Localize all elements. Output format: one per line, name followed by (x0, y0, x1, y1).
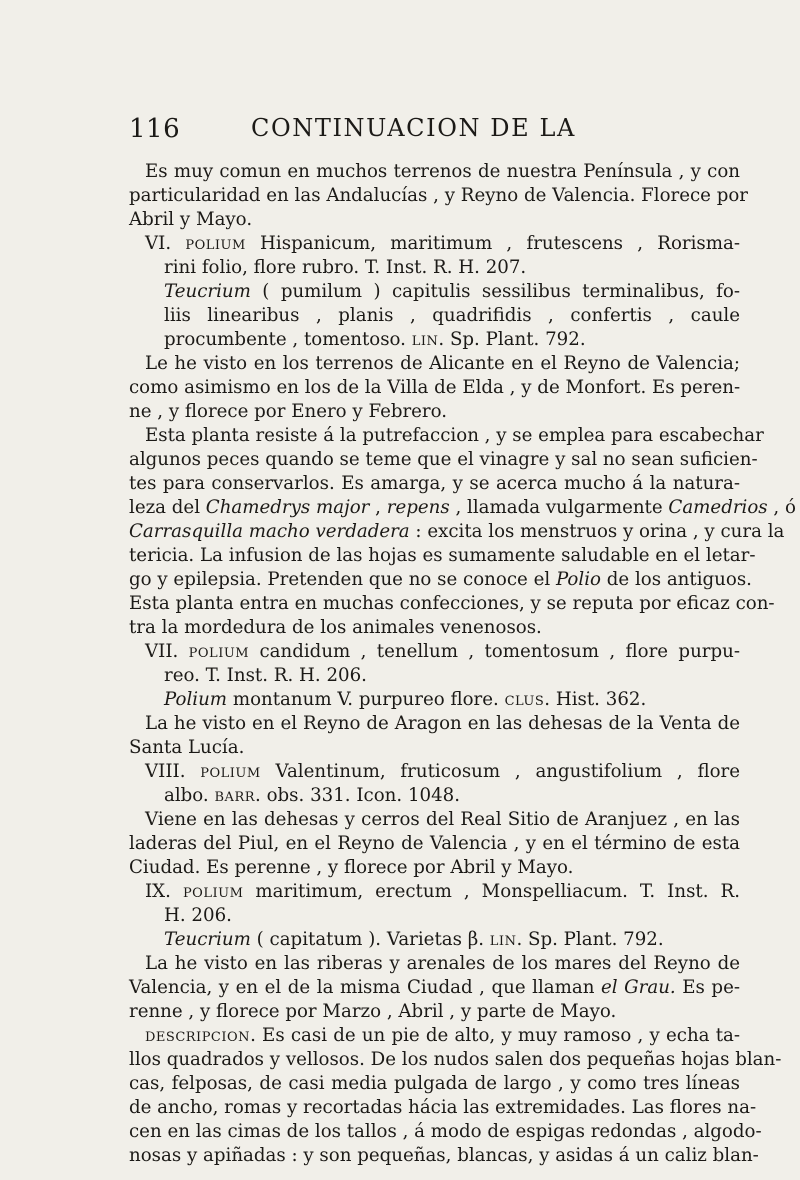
text-run: ne , y florece por Enero y Febrero. (129, 401, 448, 422)
text-run: VI. (145, 233, 186, 254)
text-line (129, 904, 740, 928)
text-line (129, 1000, 740, 1024)
text-run: H. 206. (164, 905, 232, 926)
small-caps-text: descripcion (145, 1025, 251, 1046)
text-line (129, 352, 740, 376)
text-run: ( capitatum ). Varietas β. (250, 929, 490, 950)
text-run: La he visto en las riberas y arenales de los mares del Reyno de (145, 953, 740, 974)
small-caps-text: lin (489, 929, 517, 950)
text-run: procumbente , tomentoso. (164, 329, 412, 350)
text-line (129, 880, 740, 904)
text-line (129, 400, 740, 424)
text-line (129, 712, 740, 736)
text-run: montanum V. purpureo flore. (227, 689, 505, 710)
text-run: VIII. (145, 761, 201, 782)
italic-text: Teucrium (164, 281, 251, 302)
text-run: tes para conservarlos. Es amarga, y se acerca mucho á la natura- (129, 473, 740, 494)
text-run: laderas del Piul, en el Reyno de Valencia , y en el término de esta (129, 833, 740, 854)
text-line (129, 1120, 762, 1144)
text-line (129, 448, 758, 472)
text-line (129, 256, 740, 280)
text-line (129, 952, 740, 976)
text-line (129, 976, 740, 1000)
text-run: de los antiguos. (600, 569, 752, 590)
text-line (129, 784, 740, 808)
text-line (129, 664, 740, 688)
text-run: cas, felposas, de casi media pulgada de largo , y como tres líneas (129, 1073, 740, 1094)
small-caps-text: polium (182, 881, 244, 902)
text-line (129, 232, 740, 256)
text-run: de ancho, romas y recortadas hácia las extremidades. Las flores na- (129, 1097, 757, 1118)
text-run: nosas y apiñadas : y son pequeñas, blancas, y asidas á un caliz blan- (129, 1145, 759, 1166)
small-caps-text: polium (200, 761, 261, 782)
text-line (129, 304, 740, 328)
text-run: liis linearibus , planis , quadrifidis , confertis , caule (164, 305, 740, 326)
text-line (129, 376, 740, 400)
italic-text: Chamedrys major (205, 497, 370, 518)
text-line (129, 1072, 740, 1096)
text-run: . Sp. Plant. 792. (438, 329, 586, 350)
italic-text: Teucrium (164, 929, 251, 950)
text-run: , (369, 497, 387, 518)
text-line (129, 496, 796, 520)
text-line (129, 1024, 740, 1048)
text-run: . Sp. Plant. 792. (516, 929, 664, 950)
italic-text: el Grau. (601, 977, 676, 998)
text-line (129, 1096, 757, 1120)
text-run: cen en las cimas de los tallos , á modo de espigas redondas , algodo- (129, 1121, 762, 1142)
text-run: particularidad en las Andalucías , y Reyno de Valencia. Florece por (129, 185, 748, 206)
text-run: llos quadrados y vellosos. De los nudos salen dos pequeñas hojas blan- (129, 1049, 782, 1070)
text-line (129, 688, 740, 712)
small-caps-text: polium (185, 233, 246, 254)
text-run: candidum , tenellum , tomentosum , flore purpu- (249, 641, 740, 662)
text-line (129, 1048, 782, 1072)
text-run: . obs. 331. Icon. 1048. (255, 785, 461, 806)
text-run: albo. (164, 785, 215, 806)
text-run: , ó (767, 497, 796, 518)
text-run: Valencia, y en el de la misma Ciudad , que llaman (129, 977, 601, 998)
body-text (129, 160, 796, 1168)
text-line (129, 640, 740, 664)
text-run: algunos peces quando se teme que el vinagre y sal no sean suficien- (129, 449, 758, 470)
text-run: como asimismo en los de la Villa de Elda , y de Monfort. Es peren- (129, 377, 741, 398)
text-run: tericia. La infusion de las hojas es sumamente saludable en el letar- (129, 545, 756, 566)
text-run: renne , y florece por Marzo , Abril , y parte de Mayo. (129, 1001, 617, 1022)
text-line (129, 280, 740, 304)
text-line (129, 832, 740, 856)
text-line (129, 520, 785, 544)
text-run: Abril y Mayo. (129, 209, 253, 230)
running-head: CONTINUACION DE LA (251, 114, 576, 142)
text-run: Esta planta resiste á la putrefaccion , y se emplea para escabechar (145, 425, 764, 446)
text-run: Es muy comun en muchos terrenos de nuestra Península , y con (145, 161, 740, 182)
text-line (129, 928, 740, 952)
text-line (129, 472, 740, 496)
italic-text: Carrasquilla macho verdadera (129, 521, 410, 542)
text-run: Hispanicum, maritimum , frutescens , Rorisma- (245, 233, 740, 254)
text-run: go y epilepsia. Pretenden que no se conoce el (129, 569, 556, 590)
text-run: . Hist. 362. (544, 689, 647, 710)
text-run: : excita los menstruos y orina , y cura la (409, 521, 785, 542)
text-run: Esta planta entra en muchas confecciones, y se reputa por eficaz con- (129, 593, 775, 614)
page-number: 116 (129, 114, 181, 144)
text-line (129, 1144, 759, 1168)
small-caps-text: barr (214, 785, 256, 806)
text-line (129, 424, 764, 448)
text-line (129, 328, 740, 352)
text-line (129, 544, 756, 568)
text-line (129, 616, 740, 640)
text-run: . Es casi de un pie de alto, y muy ramoso , y echa ta- (250, 1025, 740, 1046)
text-run: Valentinum, fruticosum , angustifolium , flore (260, 761, 740, 782)
italic-text: Polio (555, 569, 601, 590)
text-line (129, 856, 740, 880)
text-line (129, 592, 775, 616)
page-header (129, 114, 740, 154)
small-caps-text: clus (504, 689, 545, 710)
text-run: Es pe- (675, 977, 740, 998)
text-run: Ciudad. Es perenne , y florece por Abril y Mayo. (129, 857, 574, 878)
text-run: IX. (145, 881, 183, 902)
text-line (129, 184, 748, 208)
text-line (129, 568, 752, 592)
small-caps-text: polium (188, 641, 250, 662)
text-run: tra la mordedura de los animales venenosos. (129, 617, 542, 638)
text-run: leza del (129, 497, 206, 518)
small-caps-text: lin (411, 329, 439, 350)
text-run: maritimum, erectum , Monspelliacum. T. Inst. R. (243, 881, 740, 902)
text-line (129, 160, 740, 184)
text-line (129, 760, 740, 784)
text-run: La he visto en el Reyno de Aragon en las dehesas de la Venta de (145, 713, 740, 734)
italic-text: repens (386, 497, 450, 518)
text-line (129, 808, 740, 832)
italic-text: Camedrios (668, 497, 768, 518)
text-run: rini folio, flore rubro. T. Inst. R. H. 207. (164, 257, 527, 278)
text-run: Le he visto en los terrenos de Alicante en el Reyno de Valencia; (145, 353, 740, 374)
italic-text: Polium (164, 689, 228, 710)
text-run: Santa Lucía. (129, 737, 245, 758)
text-run: ( pumilum ) capitulis sessilibus terminalibus, fo- (250, 281, 740, 302)
text-run: reo. T. Inst. R. H. 206. (164, 665, 367, 686)
text-run: VII. (145, 641, 189, 662)
text-run: , llamada vulgarmente (449, 497, 669, 518)
text-line (129, 208, 740, 232)
text-run: Viene en las dehesas y cerros del Real Sitio de Aranjuez , en las (145, 809, 740, 830)
text-line (129, 736, 740, 760)
